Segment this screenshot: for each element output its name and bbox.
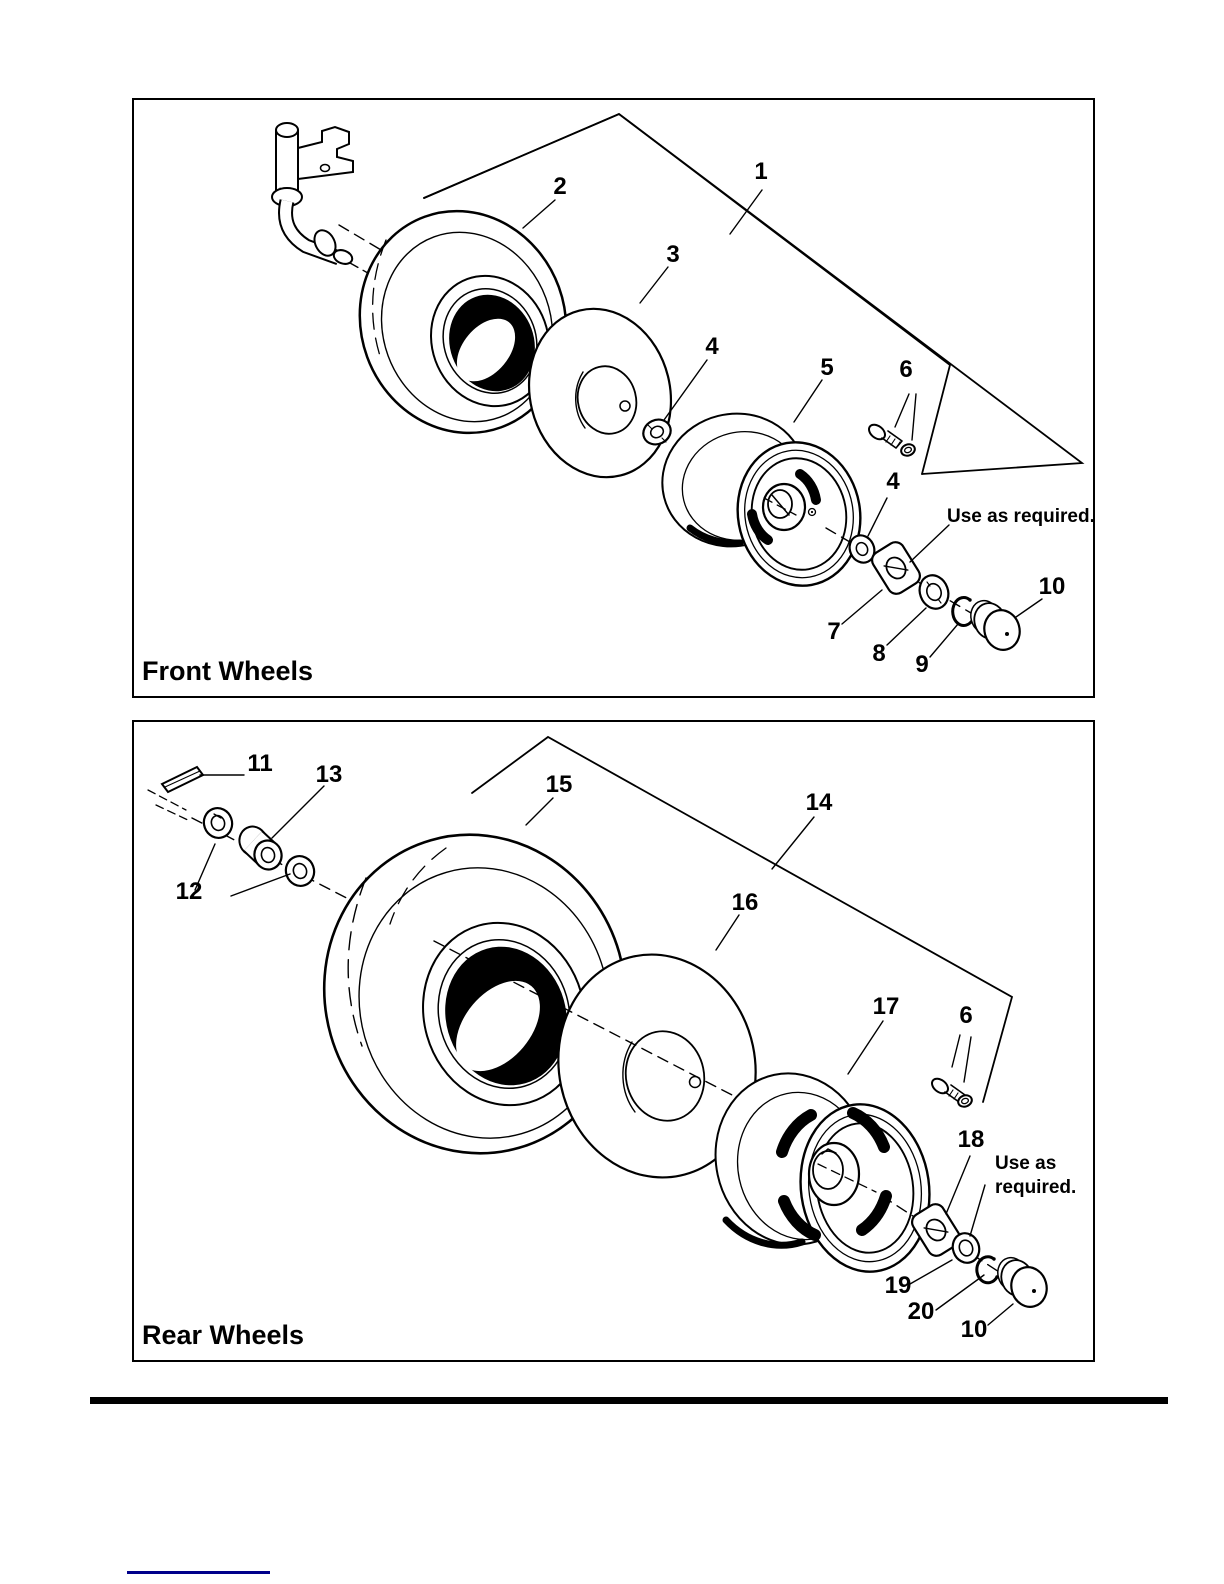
callout-9: 9 [915,651,929,678]
footer-link-underline[interactable] [127,1571,270,1574]
callout-14: 14 [805,789,833,816]
callout-5: 5 [820,354,834,381]
front-cap-drawing [967,597,1024,653]
rear-wheels-diagram [134,722,1093,1360]
callout-2: 2 [553,173,567,200]
callout-8: 8 [872,640,886,667]
callout-6-front: 6 [899,356,913,383]
front-wheels-panel [132,98,1095,698]
rear-wheels-title: Rear Wheels [142,1320,305,1350]
front-wheels-title: Front Wheels [142,656,314,686]
callout-17: 17 [872,993,900,1020]
callout-15: 15 [545,771,573,798]
callout-19: 19 [884,1272,912,1299]
rear-spacer-drawing [236,824,285,873]
front-use-as-required-note: Use as required. [947,506,1095,527]
rear-bolt-drawing [929,1076,973,1109]
callout-18: 18 [957,1126,985,1153]
rear-use-as-required-note [995,1152,1076,1200]
callout-10-rear: 10 [960,1316,988,1343]
callout-4-upper: 4 [705,333,719,360]
callout-7: 7 [827,618,841,645]
callout-3: 3 [666,241,680,268]
callout-12: 12 [175,878,203,905]
callout-1: 1 [754,158,768,185]
caster-spindle-drawing [272,123,384,282]
callout-6-rear: 6 [959,1002,973,1029]
callout-16: 16 [731,889,759,916]
rear-key-drawing [148,767,203,821]
callout-4-lower: 4 [886,468,900,495]
rear-note-line2: required. [995,1177,1077,1198]
callout-13: 13 [315,761,343,788]
front-rim-drawing [648,399,871,596]
rear-note-line1: Use as [995,1153,1057,1174]
rear-washer-right-drawing [282,852,319,890]
rear-cap-drawing [994,1254,1051,1310]
callout-11: 11 [247,750,273,777]
callout-20: 20 [907,1298,935,1325]
rear-wheels-panel [132,720,1095,1362]
callout-10-front: 10 [1038,573,1066,600]
page-divider-rule [90,1397,1168,1404]
front-wheels-diagram [134,100,1093,696]
rear-washer-left-drawing [200,804,237,842]
front-bolt-drawing [866,422,916,458]
front-plate-drawing [869,539,924,597]
